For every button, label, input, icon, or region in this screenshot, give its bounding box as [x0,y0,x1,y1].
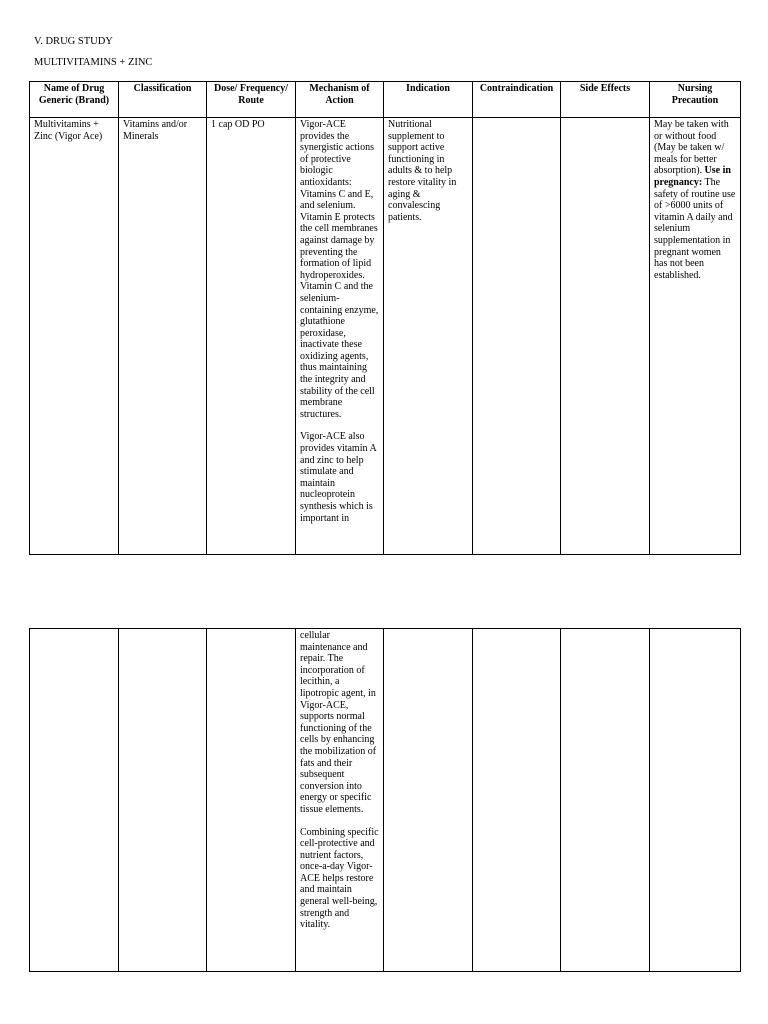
col-header-mechanism: Mechanism of Action [296,82,384,118]
drug-study-table [29,81,741,555]
mechanism-paragraph-4: Combining specific cell-protective and nutrient factors, once-a-day Vigor-ACE helps restore and maintain general well-being, strength and vitality. [300,826,379,931]
cell-name-continued [30,629,119,972]
table-row [30,629,741,972]
col-header-side-effects: Side Effects [561,82,650,118]
cell-side-effects-continued [561,629,650,972]
mechanism-paragraph-3: cellular maintenance and repair. The incorporation of lecithin, a lipotropic agent, in Vigor-ACE, supports normal functioning of the cells by enhancing the mobilization of fats and their subsequent conversion into energy or specific tissue elements. [300,630,377,815]
cell-contraindication-continued [473,629,561,972]
cell-side-effects [561,118,650,555]
section-title: V. DRUG STUDY [34,36,113,47]
mechanism-paragraph-2: Vigor-ACE also provides vitamin A and zinc to help stimulate and maintain nucleoprotein synthesis which is important in [300,431,377,524]
col-header-classification: Classification [119,82,207,118]
drug-study-table-continued [29,628,741,972]
precaution-text-2: The safety of routine use of >6000 units of vitamin A daily and selenium supplementation in pregnant women has not been established. [654,176,736,281]
col-header-dose: Dose/ Frequency/ Route [207,82,296,118]
precaution-text-1: May be taken with or without food (May be taken w/ meals for better absorption). [654,119,729,177]
col-header-name: Name of Drug Generic (Brand) [30,82,119,118]
cell-dose: 1 cap OD PO [207,118,296,555]
col-header-contraindication: Contraindication [473,82,561,118]
cell-nursing-precaution [650,118,741,555]
col-header-nursing-precaution: Nursing Precaution [650,82,741,118]
cell-dose-continued [207,629,296,972]
drug-title: MULTIVITAMINS + ZINC [34,57,153,68]
table-row [30,118,741,555]
col-header-indication: Indication [384,82,473,118]
cell-indication-continued [384,629,473,972]
cell-mechanism-continued [296,629,384,972]
cell-classification: Vitamins and/or Minerals [119,118,207,555]
mechanism-paragraph-1: Vigor-ACE provides the synergistic actions of protective biologic antioxidants: Vitamins C and E, and selenium. Vitamin E protects the cell membranes against damage by preventing the formation of lipid hydroperoxides. Vitamin C and the selenium-containing enzyme, glutathione peroxidase, inactivate these oxidizing agents, thus maintaining the integrity and stability of the cell membrane structures. [300,119,379,420]
cell-indication: Nutritional supplement to support active functioning in adults & to help restore vitality in aging & convalescing patients. [384,118,473,555]
cell-classification-continued [119,629,207,972]
precaution-pregnancy-label: Use in pregnancy: [654,165,731,188]
cell-nursing-precaution-continued [650,629,741,972]
table-header-row [30,82,741,118]
cell-name: Multivitamins + Zinc (Vigor Ace) [30,118,119,555]
cell-mechanism [296,118,384,555]
cell-contraindication [473,118,561,555]
